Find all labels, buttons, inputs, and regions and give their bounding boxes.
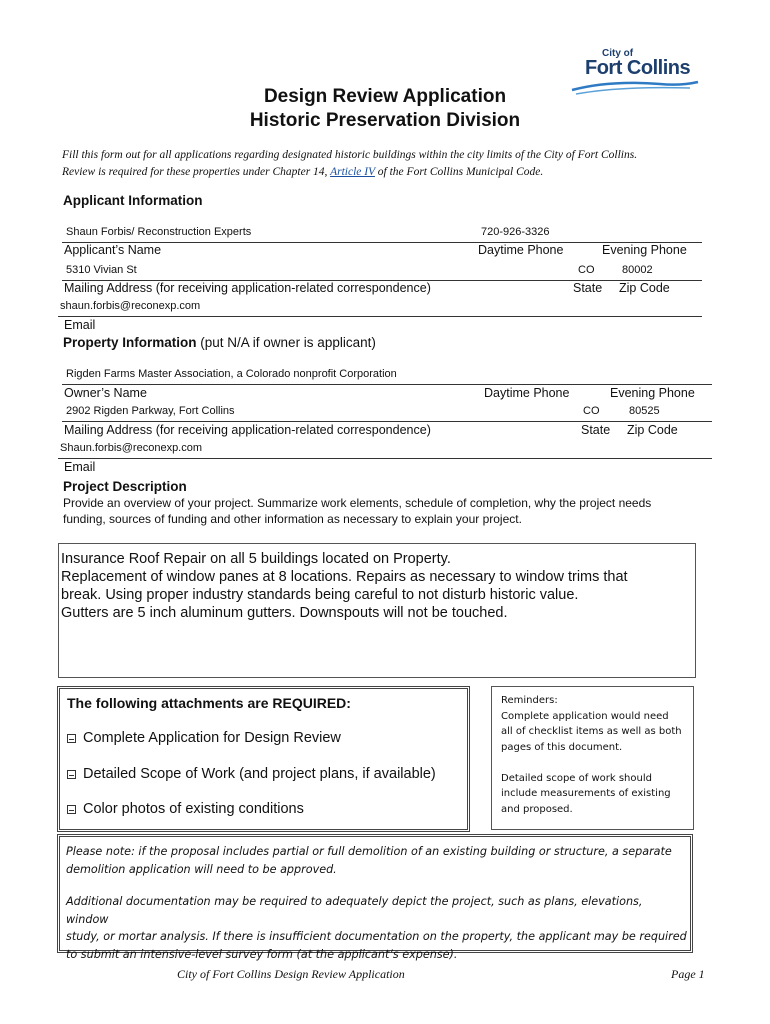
applicant-email-value[interactable]: shaun.forbis@reconexp.com	[60, 300, 201, 312]
attachment-item-label: Complete Application for Design Review	[83, 730, 341, 746]
attachments-heading: The following attachments are REQUIRED:	[67, 695, 351, 711]
applicant-name-value[interactable]: Shaun Forbis/ Reconstruction Experts	[66, 226, 252, 238]
property-heading	[63, 335, 376, 350]
owner-email-line	[58, 458, 712, 459]
title-line-1: Design Review Application	[263, 86, 507, 107]
applicant-eve-phone-label: Evening Phone	[602, 243, 687, 257]
applicant-zip-value[interactable]: 80002	[622, 264, 653, 276]
reminders-line: and proposed.	[501, 803, 573, 815]
project-heading: Project Description	[63, 479, 187, 494]
attachment-item	[67, 766, 436, 782]
project-description-line: Gutters are 5 inch aluminum gutters. Downspouts will not be touched.	[61, 605, 508, 621]
owner-name-label: Owner’s Name	[64, 386, 147, 400]
owner-day-phone-label: Daytime Phone	[484, 386, 570, 400]
note-line: Please note: if the proposal includes partial or full demolition of an existing building or structure, a separate	[66, 845, 672, 858]
applicant-zip-label: Zip Code	[619, 281, 670, 295]
title-line-2: Historic Preservation Division	[249, 110, 521, 131]
attachment-item	[67, 730, 341, 746]
note-line: to submit an intensive-level survey form (at the applicant’s expense).	[66, 947, 458, 961]
applicant-state-label: State	[573, 281, 603, 295]
applicant-address-label: Mailing Address (for receiving application-related correspondence)	[64, 281, 431, 295]
attachment-item-label: Color photos of existing conditions	[83, 801, 304, 817]
article-iv-link[interactable]: Article IV	[330, 166, 375, 178]
owner-eve-phone-label: Evening Phone	[610, 386, 695, 400]
notes-text	[66, 843, 688, 963]
owner-name-line	[62, 384, 712, 385]
reminders-line: include measurements of existing	[501, 788, 671, 799]
project-description-text	[61, 550, 691, 622]
owner-email-value[interactable]: Shaun.forbis@reconexp.com	[60, 442, 203, 454]
owner-state-value[interactable]: CO	[583, 405, 600, 417]
logo-name-text: Fort Collins	[585, 57, 691, 79]
checkbox-icon[interactable]	[67, 805, 76, 814]
property-heading-note: (put N/A if owner is applicant)	[196, 335, 376, 350]
reminders-text	[501, 693, 682, 817]
owner-address-label: Mailing Address (for receiving application-related correspondence)	[64, 423, 431, 437]
attachment-item-label: Detailed Scope of Work (and project plans, if available)	[83, 766, 436, 782]
project-instructions-line-2: funding, sources of funding and other information as necessary to explain your project.	[63, 512, 522, 526]
intro-line-2-end: of the Fort Collins Municipal Code.	[374, 166, 544, 178]
intro-line-1: Fill this form out for all applications regarding designated historic buildings within the city limits of the City of Fort Collins.	[62, 149, 638, 161]
project-description-line: Replacement of window panes at 8 locations. Repairs as necessary to window trims that	[61, 569, 628, 585]
owner-address-value[interactable]: 2902 Rigden Parkway, Fort Collins	[66, 405, 235, 417]
project-description-box[interactable]	[58, 543, 696, 678]
project-instructions-line-1: Provide an overview of your project. Summarize work elements, schedule of completion, why the project needs	[63, 496, 652, 510]
checkbox-icon[interactable]	[67, 734, 76, 743]
owner-name-value[interactable]: Rigden Farms Master Association, a Colorado nonprofit Corporation	[66, 368, 397, 380]
applicant-heading: Applicant Information	[63, 193, 203, 208]
applicant-day-phone-label: Daytime Phone	[478, 243, 564, 257]
intro-text	[62, 147, 742, 181]
reminders-line: pages of this document.	[501, 741, 623, 753]
owner-email-label: Email	[64, 460, 96, 474]
note-line: Additional documentation may be required to adequately depict the project, such as plans, elevations, window	[66, 895, 643, 926]
notes-box	[57, 834, 693, 961]
applicant-state-value[interactable]: CO	[578, 264, 595, 276]
reminders-line: Reminders:	[501, 695, 558, 706]
owner-zip-value[interactable]: 80525	[629, 405, 660, 417]
owner-zip-label: Zip Code	[627, 423, 678, 437]
attachments-box	[57, 686, 470, 832]
applicant-name-label: Applicant’s Name	[64, 243, 162, 257]
property-heading-title: Property Information	[63, 335, 197, 350]
logo-city-text: City of	[602, 48, 634, 59]
footer-page-number: Page 1	[671, 967, 705, 981]
applicant-email-line	[58, 316, 702, 317]
page-title	[0, 85, 770, 133]
applicant-day-phone-value[interactable]: 720-926-3326	[481, 226, 550, 238]
owner-state-label: State	[581, 423, 611, 437]
reminders-line: Detailed scope of work should	[501, 772, 652, 784]
attachment-item	[67, 801, 304, 817]
intro-line-2	[62, 164, 742, 181]
project-description-line: Insurance Roof Repair on all 5 buildings located on Property.	[61, 551, 451, 567]
owner-address-line	[62, 421, 712, 422]
checkbox-icon[interactable]	[67, 770, 76, 779]
reminders-box	[491, 686, 694, 830]
reminders-line: Complete application would need	[501, 710, 669, 722]
project-instructions	[63, 495, 651, 527]
applicant-email-label: Email	[64, 318, 96, 332]
footer-title: City of Fort Collins Design Review Application	[177, 967, 405, 981]
reminders-line: all of checklist items as well as both	[501, 726, 682, 737]
note-line: demolition application will need to be approved.	[66, 862, 337, 876]
intro-line-2-start: Review is required for these properties under Chapter 14,	[62, 166, 331, 178]
note-line: study, or mortar analysis. If there is insufficient documentation on the property, the applicant may be required	[66, 930, 687, 943]
project-description-line: break. Using proper industry standards being careful to not disturb historic value.	[61, 587, 579, 603]
applicant-address-value[interactable]: 5310 Vivian St	[66, 264, 137, 276]
